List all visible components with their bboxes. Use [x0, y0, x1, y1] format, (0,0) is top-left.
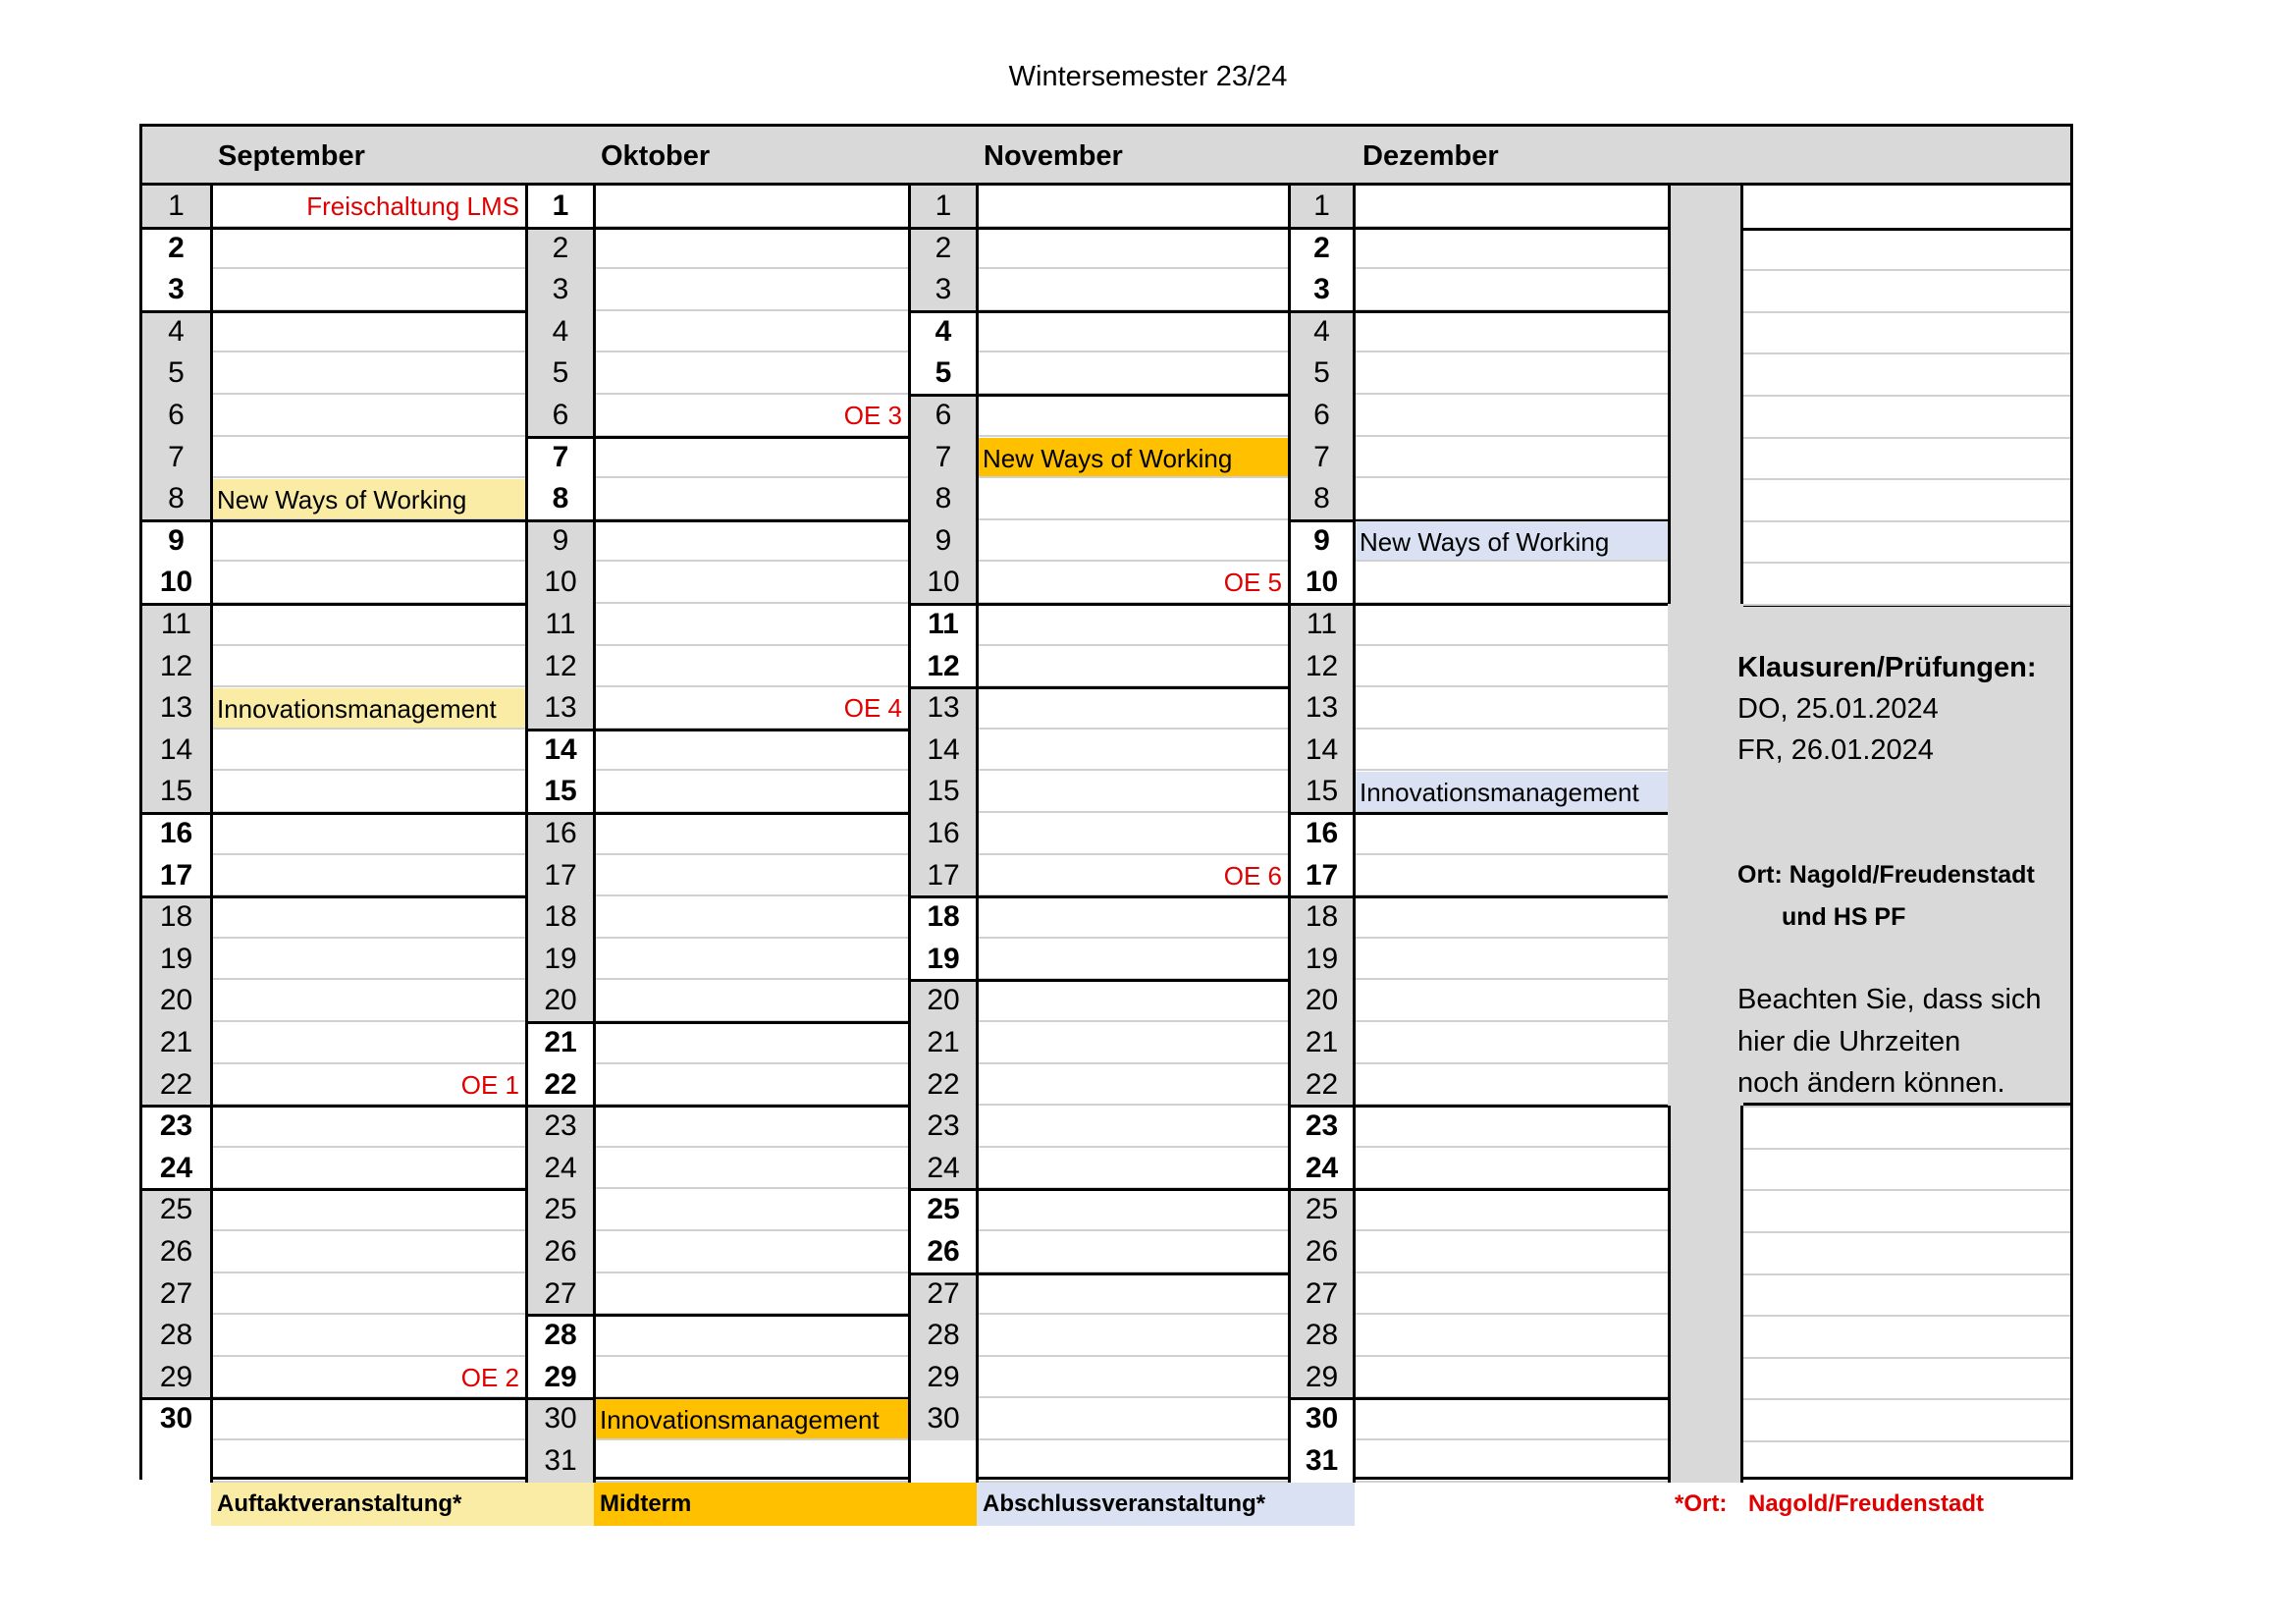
day-number: 3 — [525, 269, 596, 311]
row-rule — [979, 811, 1288, 813]
row-rule — [979, 1229, 1288, 1231]
day-number: 15 — [525, 771, 596, 813]
day-number: 30 — [1288, 1398, 1356, 1440]
day-number: 27 — [525, 1273, 596, 1316]
day-number: 10 — [525, 562, 596, 604]
day-number: 30 — [142, 1398, 213, 1440]
day-number: 6 — [908, 395, 979, 437]
week-separator — [525, 436, 908, 439]
day-number: 22 — [1288, 1064, 1356, 1107]
day-number: 28 — [525, 1315, 596, 1357]
row-rule — [596, 1355, 908, 1357]
row-rule — [213, 1272, 525, 1273]
day-number: 10 — [1288, 562, 1356, 604]
day-number: 26 — [525, 1231, 596, 1273]
day-number: 15 — [908, 771, 979, 813]
day-number: 3 — [908, 269, 979, 311]
day-number: 29 — [908, 1357, 979, 1399]
day-number: 5 — [1288, 352, 1356, 395]
row-rule — [1356, 1313, 1668, 1315]
day-number: 2 — [525, 228, 596, 270]
week-separator — [142, 1188, 525, 1191]
row-rule — [213, 435, 525, 437]
day-number: 26 — [1288, 1231, 1356, 1273]
day-number — [908, 1440, 979, 1483]
day-number: 21 — [525, 1022, 596, 1064]
row-rule — [596, 1146, 908, 1148]
week-separator — [525, 1105, 908, 1108]
day-number: 25 — [142, 1189, 213, 1231]
row-rule — [1743, 1231, 2070, 1233]
row-rule — [596, 351, 908, 352]
row-rule — [596, 476, 908, 478]
exam-date-2: FR, 26.01.2024 — [1737, 734, 1934, 766]
day-number: 21 — [142, 1022, 213, 1064]
row-rule — [1743, 352, 2070, 354]
day-number: 2 — [908, 228, 979, 270]
row-rule — [213, 560, 525, 562]
day-number: 24 — [142, 1148, 213, 1190]
row-rule — [596, 1229, 908, 1231]
day-number: 19 — [142, 939, 213, 981]
row-rule — [1356, 560, 1668, 562]
day-number: 7 — [1288, 437, 1356, 479]
row-rule — [1356, 853, 1668, 855]
row-rule — [213, 1020, 525, 1022]
day-number: 11 — [1288, 604, 1356, 646]
day-number: 7 — [908, 437, 979, 479]
row-rule — [213, 1438, 525, 1440]
exam-hint-3: noch ändern können. — [1737, 1067, 2005, 1099]
week-separator — [908, 1272, 1288, 1275]
row-rule — [213, 351, 525, 352]
calendar-note: OE 2 — [460, 1362, 519, 1392]
row-rule — [979, 1355, 1288, 1357]
calendar-event: New Ways of Working — [213, 479, 525, 518]
day-number: 20 — [142, 980, 213, 1022]
row-rule — [213, 769, 525, 771]
row-rule — [1356, 435, 1668, 437]
day-number: 20 — [525, 980, 596, 1022]
day-number: 3 — [142, 269, 213, 311]
day-number: 14 — [908, 730, 979, 772]
day-number: 23 — [908, 1106, 979, 1148]
exam-location-1: Ort: Nagold/Freudenstadt — [1737, 861, 2035, 889]
day-number: 23 — [1288, 1106, 1356, 1148]
day-number: 4 — [908, 311, 979, 353]
week-separator — [142, 519, 525, 522]
day-number: 12 — [908, 646, 979, 688]
week-separator — [142, 310, 525, 313]
day-number: 16 — [142, 813, 213, 855]
row-rule — [596, 978, 908, 980]
week-separator — [142, 1105, 525, 1108]
exam-location-2: und HS PF — [1782, 903, 1906, 931]
day-number: 20 — [1288, 980, 1356, 1022]
day-number: 15 — [1288, 771, 1356, 813]
day-number: 17 — [908, 855, 979, 897]
page-title: Wintersemester 23/24 — [1008, 61, 1288, 92]
calendar-note: OE 5 — [1223, 568, 1282, 598]
row-rule — [1356, 1229, 1668, 1231]
day-number: 29 — [142, 1357, 213, 1399]
day-number: 26 — [142, 1231, 213, 1273]
row-rule — [979, 937, 1288, 939]
row-rule — [979, 644, 1288, 646]
day-number: 11 — [142, 604, 213, 646]
day-number: 21 — [908, 1022, 979, 1064]
day-number: 19 — [525, 939, 596, 981]
row-rule — [596, 309, 908, 311]
day-number: 7 — [525, 437, 596, 479]
row-rule — [1743, 520, 2070, 522]
day-number: 1 — [142, 186, 213, 228]
legend-midterm: Midterm — [594, 1483, 977, 1526]
day-number: 30 — [525, 1398, 596, 1440]
week-separator — [1288, 1188, 1668, 1191]
row-rule — [1356, 978, 1668, 980]
day-number: 14 — [1288, 730, 1356, 772]
row-rule — [1356, 1020, 1668, 1022]
row-rule — [213, 685, 525, 687]
day-number: 17 — [142, 855, 213, 897]
day-number: 14 — [142, 730, 213, 772]
day-number: 4 — [525, 311, 596, 353]
row-rule — [1356, 476, 1668, 478]
week-separator — [908, 394, 1288, 397]
week-separator — [525, 227, 908, 230]
row-rule — [596, 644, 908, 646]
row-rule — [596, 1187, 908, 1189]
day-number: 14 — [525, 730, 596, 772]
row-rule — [1743, 1398, 2070, 1400]
day-number: 6 — [142, 395, 213, 437]
row-rule — [1356, 1438, 1668, 1440]
day-number: 22 — [142, 1064, 213, 1107]
day-number: 6 — [1288, 395, 1356, 437]
row-rule — [1743, 1273, 2070, 1275]
week-separator — [1288, 1397, 1668, 1400]
exam-hint-1: Beachten Sie, dass sich — [1737, 984, 2042, 1015]
row-rule — [1356, 1355, 1668, 1357]
day-number: 1 — [1288, 186, 1356, 228]
row-rule — [1356, 644, 1668, 646]
day-number: 29 — [1288, 1357, 1356, 1399]
day-number: 20 — [908, 980, 979, 1022]
row-rule — [979, 1313, 1288, 1315]
row-rule — [1356, 267, 1668, 269]
legend-ort-value: Nagold/Freudenstadt — [1748, 1490, 1985, 1517]
day-number: 17 — [1288, 855, 1356, 897]
row-rule — [1356, 393, 1668, 395]
day-number — [142, 1440, 213, 1483]
day-number: 27 — [908, 1273, 979, 1316]
row-rule — [979, 267, 1288, 269]
row-rule — [213, 644, 525, 646]
exam-date-1: DO, 25.01.2024 — [1737, 693, 1939, 725]
row-rule — [1356, 351, 1668, 352]
day-number: 13 — [1288, 687, 1356, 730]
day-number: 12 — [525, 646, 596, 688]
day-number: 9 — [525, 520, 596, 563]
day-number: 8 — [525, 478, 596, 520]
row-rule — [213, 853, 525, 855]
row-rule — [213, 1313, 525, 1315]
day-number: 28 — [1288, 1315, 1356, 1357]
row-rule — [1743, 1315, 2070, 1317]
row-rule — [213, 978, 525, 980]
day-number: 4 — [142, 311, 213, 353]
day-number: 17 — [525, 855, 596, 897]
row-rule — [979, 1062, 1288, 1064]
row-rule — [979, 351, 1288, 352]
calendar-event: Innovationsmanagement — [213, 688, 525, 728]
day-number: 13 — [908, 687, 979, 730]
day-number: 31 — [1288, 1440, 1356, 1483]
day-number: 9 — [142, 520, 213, 563]
day-number: 13 — [525, 687, 596, 730]
row-rule — [979, 1438, 1288, 1440]
calendar-note: OE 4 — [843, 693, 902, 724]
week-separator — [908, 310, 1288, 313]
row-rule — [1743, 1148, 2070, 1150]
row-rule — [1356, 728, 1668, 730]
week-separator — [908, 603, 1288, 606]
row-rule — [596, 894, 908, 896]
semester-calendar — [139, 124, 2073, 1480]
week-separator — [525, 519, 908, 522]
day-number: 25 — [525, 1189, 596, 1231]
day-number: 8 — [142, 478, 213, 520]
day-number: 10 — [142, 562, 213, 604]
week-separator — [908, 1188, 1288, 1191]
legend-abschluss: Abschlussveranstaltung* — [977, 1483, 1355, 1526]
day-number: 2 — [1288, 228, 1356, 270]
row-rule — [1356, 1481, 1668, 1483]
day-number: 9 — [908, 520, 979, 563]
legend-ort-label: *Ort: — [1675, 1490, 1728, 1517]
calendar-event: Innovationsmanagement — [1356, 772, 1668, 811]
calendar-event: New Ways of Working — [1356, 521, 1668, 561]
day-number: 5 — [142, 352, 213, 395]
row-rule — [213, 937, 525, 939]
week-separator — [908, 227, 1288, 230]
day-number: 2 — [142, 228, 213, 270]
row-rule — [979, 476, 1288, 478]
day-number: 4 — [1288, 311, 1356, 353]
row-rule — [596, 267, 908, 269]
day-number: 12 — [142, 646, 213, 688]
row-rule — [979, 518, 1288, 520]
row-rule — [1743, 1189, 2070, 1191]
row-rule — [1356, 1272, 1668, 1273]
calendar-note: OE 3 — [843, 401, 902, 430]
day-number: 6 — [525, 395, 596, 437]
calendar-note: OE 1 — [460, 1069, 519, 1100]
row-rule — [596, 1062, 908, 1064]
day-number: 10 — [908, 562, 979, 604]
week-separator — [525, 812, 908, 815]
day-number: 24 — [1288, 1148, 1356, 1190]
calendar-note: Freischaltung LMS — [306, 191, 519, 221]
day-number: 16 — [908, 813, 979, 855]
day-number: 19 — [908, 939, 979, 981]
day-number: 18 — [525, 896, 596, 939]
row-rule — [1356, 1062, 1668, 1064]
day-number: 28 — [908, 1315, 979, 1357]
week-separator — [142, 603, 525, 606]
day-number: 25 — [1288, 1189, 1356, 1231]
month-header-november: November — [984, 140, 1123, 172]
row-rule — [596, 602, 908, 604]
day-number: 21 — [1288, 1022, 1356, 1064]
day-number: 7 — [142, 437, 213, 479]
row-rule — [979, 435, 1288, 437]
row-rule — [596, 1272, 908, 1273]
row-rule — [213, 267, 525, 269]
week-separator — [908, 895, 1288, 898]
day-number: 13 — [142, 687, 213, 730]
row-rule — [979, 1396, 1288, 1398]
day-number: 16 — [1288, 813, 1356, 855]
day-number: 11 — [525, 604, 596, 646]
week-separator — [525, 1314, 908, 1317]
day-number: 27 — [142, 1273, 213, 1316]
day-number: 22 — [908, 1064, 979, 1107]
row-rule — [979, 1146, 1288, 1148]
day-number: 1 — [525, 186, 596, 228]
month-header-dezember: Dezember — [1362, 140, 1499, 172]
day-number: 5 — [525, 352, 596, 395]
day-number: 8 — [908, 478, 979, 520]
row-rule — [213, 728, 525, 730]
calendar-event: New Ways of Working — [979, 438, 1288, 477]
week-separator — [1288, 1105, 1668, 1108]
day-number: 28 — [142, 1315, 213, 1357]
row-rule — [979, 1020, 1288, 1022]
row-rule — [979, 1104, 1288, 1106]
day-number: 23 — [525, 1106, 596, 1148]
week-separator — [908, 979, 1288, 982]
row-rule — [979, 728, 1288, 730]
day-number: 30 — [908, 1398, 979, 1440]
week-separator — [1288, 812, 1668, 815]
day-number: 23 — [142, 1106, 213, 1148]
calendar-event: Innovationsmanagement — [596, 1399, 908, 1438]
day-number: 18 — [908, 896, 979, 939]
row-rule — [1743, 1440, 2070, 1442]
exam-spacer — [1668, 604, 1743, 1106]
row-rule — [596, 560, 908, 562]
row-rule — [213, 1146, 525, 1148]
row-rule — [979, 769, 1288, 771]
row-rule — [1743, 478, 2070, 480]
day-number: 29 — [525, 1357, 596, 1399]
week-separator — [1288, 227, 1668, 230]
row-rule — [1743, 1357, 2070, 1359]
week-separator — [142, 227, 525, 230]
row-rule — [1743, 437, 2070, 439]
day-number: 3 — [1288, 269, 1356, 311]
week-separator — [1288, 310, 1668, 313]
row-rule — [1743, 269, 2070, 271]
legend-auftakt: Auftaktveranstaltung* — [211, 1483, 594, 1526]
day-number: 18 — [1288, 896, 1356, 939]
day-number: 5 — [908, 352, 979, 395]
day-number: 27 — [1288, 1273, 1356, 1316]
row-rule — [1356, 1146, 1668, 1148]
month-header-september: September — [218, 140, 365, 172]
day-number: 25 — [908, 1189, 979, 1231]
day-number: 16 — [525, 813, 596, 855]
month-header-oktober: Oktober — [601, 140, 711, 172]
day-number: 24 — [525, 1148, 596, 1190]
row-rule — [596, 769, 908, 771]
row-rule — [213, 476, 525, 478]
row-rule — [1743, 604, 2070, 606]
day-number: 11 — [908, 604, 979, 646]
week-separator — [525, 729, 908, 731]
row-rule — [1743, 395, 2070, 397]
row-rule — [1356, 685, 1668, 687]
day-number: 26 — [908, 1231, 979, 1273]
day-number: 12 — [1288, 646, 1356, 688]
row-rule — [1743, 228, 2070, 231]
row-rule — [1743, 562, 2070, 564]
row-rule — [1356, 937, 1668, 939]
day-number: 24 — [908, 1148, 979, 1190]
calendar-note: OE 6 — [1223, 860, 1282, 891]
row-rule — [596, 853, 908, 855]
week-separator — [908, 686, 1288, 689]
day-number: 1 — [908, 186, 979, 228]
row-rule — [1743, 1106, 2070, 1108]
week-separator — [525, 1021, 908, 1024]
row-rule — [596, 1438, 908, 1440]
exam-heading: Klausuren/Prüfungen: — [1737, 652, 2037, 683]
week-separator — [1288, 895, 1668, 898]
day-number: 19 — [1288, 939, 1356, 981]
day-number: 22 — [525, 1064, 596, 1107]
week-separator — [1288, 603, 1668, 606]
row-rule — [213, 1229, 525, 1231]
row-rule — [1743, 311, 2070, 313]
day-number: 8 — [1288, 478, 1356, 520]
week-separator — [142, 1397, 525, 1400]
day-number: 15 — [142, 771, 213, 813]
day-number: 9 — [1288, 520, 1356, 563]
day-number: 18 — [142, 896, 213, 939]
week-separator — [142, 895, 525, 898]
row-rule — [596, 937, 908, 939]
row-rule — [1356, 769, 1668, 771]
day-number: 31 — [525, 1440, 596, 1483]
exam-hint-2: hier die Uhrzeiten — [1737, 1026, 1961, 1057]
row-rule — [213, 393, 525, 395]
week-separator — [142, 812, 525, 815]
